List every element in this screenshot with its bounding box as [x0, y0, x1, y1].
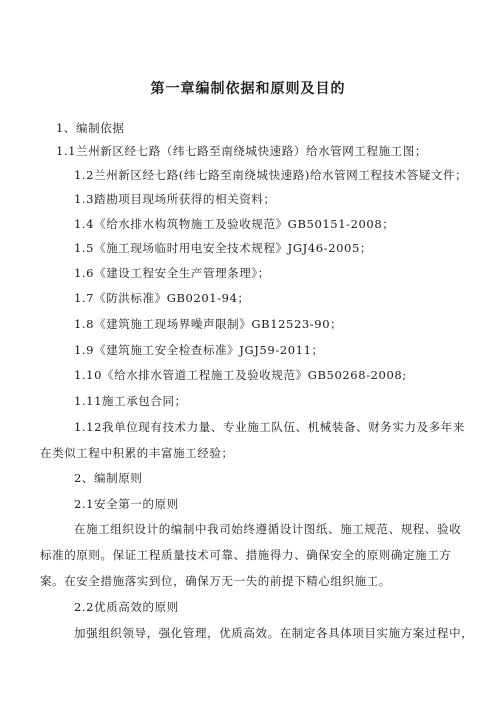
text-line: 1.7《防洪标准》GB0201-94； — [74, 291, 250, 305]
text-line: 1.12我单位现有技术力量、专业施工队伍、机械装备、财务实力及多年来 — [74, 420, 466, 434]
text-line: 1.2兰州新区经七路(纬七路至南绕城快速路)给水管网工程技术答疑文件； — [74, 168, 468, 182]
text-line: 1.11施工承包合同； — [74, 394, 187, 408]
text-line: 1.6《建设工程安全生产管理条理》； — [74, 266, 270, 280]
text-line: 加强组织领导，强化管理，优质高效。在制定各具体项目实施方案过程中， — [74, 626, 474, 640]
section-heading-principles: 2、编制原则 — [74, 471, 143, 485]
subsection-heading: 2.1安全第一的原则 — [74, 497, 179, 511]
text-line: 1.3踏勘项目现场所获得的相关资料； — [74, 192, 276, 206]
subsection-heading: 2.2优质高效的原则 — [74, 600, 179, 614]
section-heading-basis: 1、编制依据 — [56, 121, 125, 135]
chapter-title: 第一章编制依据和原则及目的 — [150, 81, 346, 97]
text-line: 标准的原则。保证工程质量技术可靠、措施得力、确保安全的原则确定施工方 — [40, 548, 452, 562]
text-line: 1.10《给水排水管道工程施工及验收规范》GB50268-2008; — [74, 368, 407, 382]
text-line: 在类似工程中积累的丰富施工经验； — [40, 446, 234, 460]
text-line: 1.8《建筑施工现场界噪声限制》GB12523-90； — [74, 317, 343, 331]
text-line: 案。在安全措施落实到位，确保万无一失的前提下精心组织施工。 — [40, 574, 391, 588]
text-line: 1.9《建筑施工安全检查标准》JGJ59-2011； — [74, 343, 324, 357]
text-line: 1.4《给水排水构筑物施工及验收规范》GB50151-2008； — [74, 217, 395, 231]
text-line: 1.5《施工现场临时用电安全技术规程》JGJ46-2005； — [74, 241, 372, 255]
text-line: 在施工组织设计的编制中我司始终遵循设计图纸、施工规范、规程、验收 — [74, 522, 462, 536]
text-line: 1.1兰州新区经七路（纬七路至南绕城快速路）给水管网工程施工图； — [56, 144, 427, 158]
